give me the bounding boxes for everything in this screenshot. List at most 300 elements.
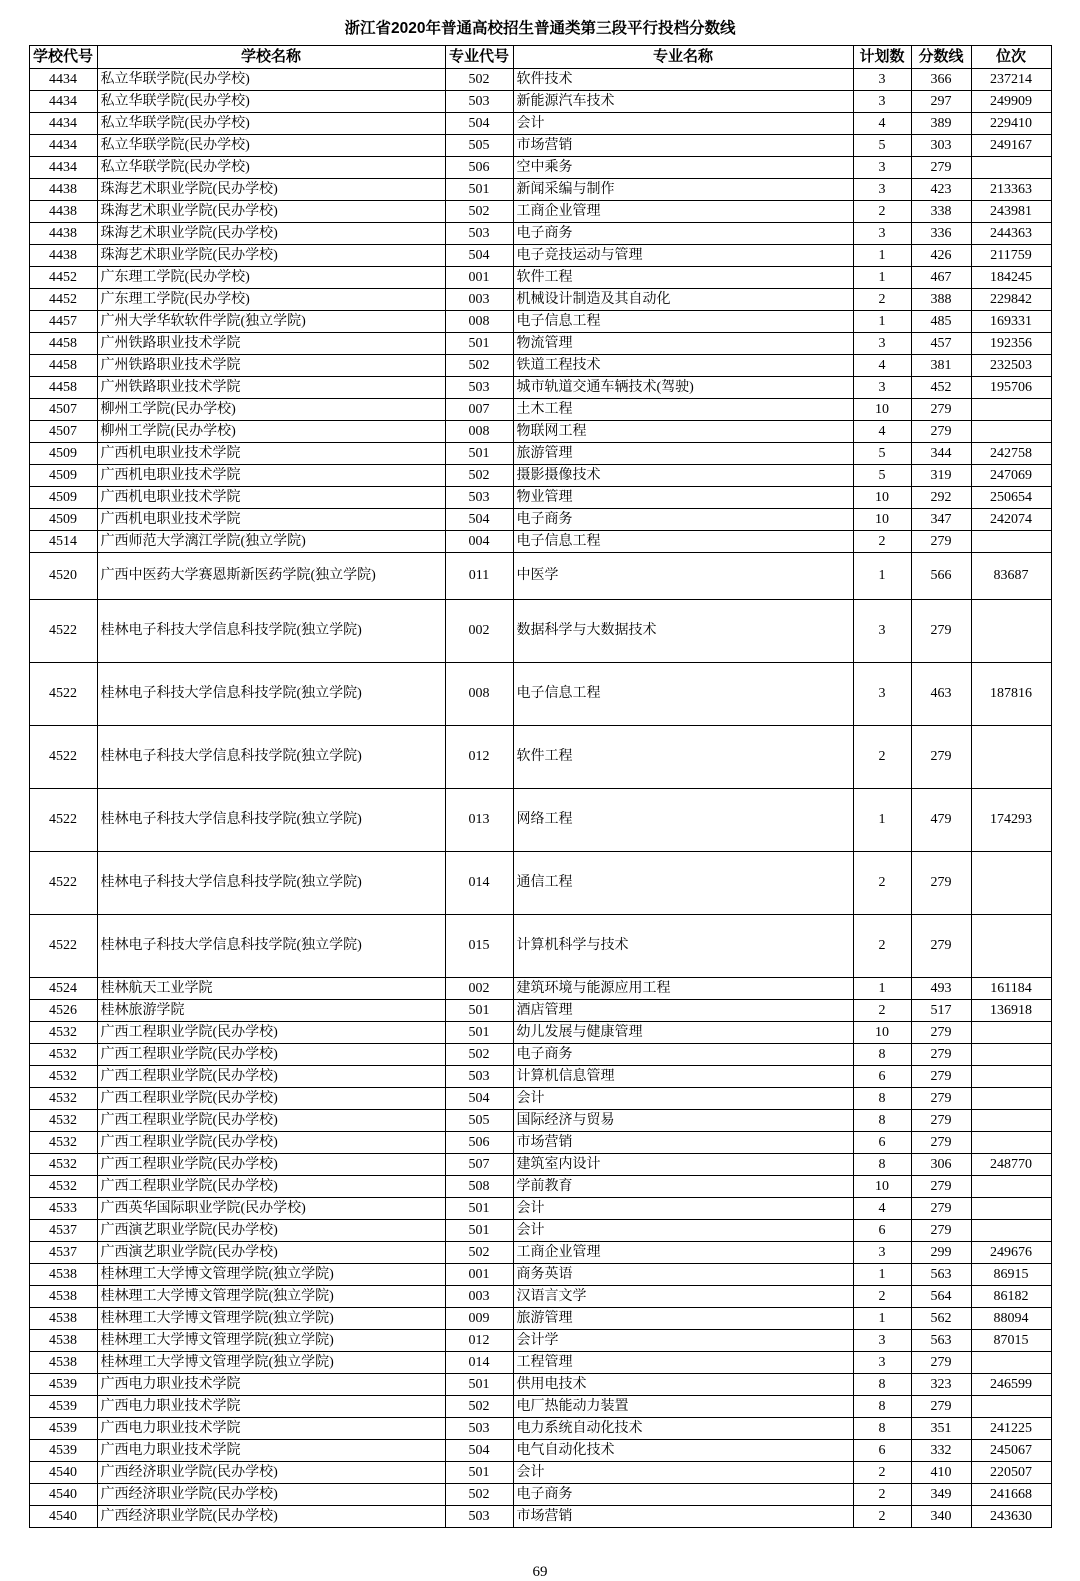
cell-major-code: 501 bbox=[445, 443, 513, 465]
cell-school-name: 广西工程职业学院(民办学校) bbox=[97, 1066, 445, 1088]
cell-rank: 195706 bbox=[971, 377, 1051, 399]
table-row bbox=[29, 1484, 1051, 1506]
cell-score-line: 410 bbox=[911, 1462, 971, 1484]
cell-school-code: 4532 bbox=[29, 1088, 97, 1110]
cell-school-name: 桂林旅游学院 bbox=[97, 1000, 445, 1022]
cell-major-name: 会计 bbox=[513, 1462, 853, 1484]
cell-rank: 86915 bbox=[971, 1264, 1051, 1286]
cell-score-line: 303 bbox=[911, 135, 971, 157]
table-row bbox=[29, 663, 1051, 726]
cell-score-line: 563 bbox=[911, 1330, 971, 1352]
cell-major-name: 软件工程 bbox=[513, 726, 853, 789]
cell-major-code: 014 bbox=[445, 1352, 513, 1374]
table-row bbox=[29, 915, 1051, 978]
table-row bbox=[29, 1132, 1051, 1154]
table-row bbox=[29, 245, 1051, 267]
table-row bbox=[29, 487, 1051, 509]
cell-rank bbox=[971, 852, 1051, 915]
cell-major-name: 网络工程 bbox=[513, 789, 853, 852]
cell-school-code: 4537 bbox=[29, 1242, 97, 1264]
cell-major-name: 数据科学与大数据技术 bbox=[513, 600, 853, 663]
cell-plan-count: 2 bbox=[853, 531, 911, 553]
cell-score-line: 426 bbox=[911, 245, 971, 267]
cell-school-code: 4438 bbox=[29, 223, 97, 245]
cell-major-code: 502 bbox=[445, 1242, 513, 1264]
cell-major-name: 铁道工程技术 bbox=[513, 355, 853, 377]
column-header-plan-count: 计划数 bbox=[853, 46, 911, 69]
cell-major-name: 工商企业管理 bbox=[513, 1242, 853, 1264]
cell-major-code: 011 bbox=[445, 553, 513, 600]
cell-score-line: 349 bbox=[911, 1484, 971, 1506]
cell-major-code: 506 bbox=[445, 157, 513, 179]
cell-score-line: 297 bbox=[911, 91, 971, 113]
table-row bbox=[29, 1044, 1051, 1066]
cell-major-code: 001 bbox=[445, 1264, 513, 1286]
cell-rank: 249676 bbox=[971, 1242, 1051, 1264]
cell-major-name: 软件工程 bbox=[513, 267, 853, 289]
cell-rank: 86182 bbox=[971, 1286, 1051, 1308]
cell-school-code: 4434 bbox=[29, 69, 97, 91]
cell-major-code: 504 bbox=[445, 1088, 513, 1110]
cell-rank: 169331 bbox=[971, 311, 1051, 333]
table-row bbox=[29, 201, 1051, 223]
cell-plan-count: 3 bbox=[853, 377, 911, 399]
cell-score-line: 279 bbox=[911, 600, 971, 663]
cell-major-code: 505 bbox=[445, 1110, 513, 1132]
table-row bbox=[29, 1374, 1051, 1396]
cell-school-name: 柳州工学院(民办学校) bbox=[97, 421, 445, 443]
table-row bbox=[29, 421, 1051, 443]
cell-plan-count: 1 bbox=[853, 245, 911, 267]
table-row bbox=[29, 1022, 1051, 1044]
cell-major-code: 504 bbox=[445, 245, 513, 267]
cell-rank bbox=[971, 1176, 1051, 1198]
cell-plan-count: 3 bbox=[853, 1242, 911, 1264]
cell-school-code: 4538 bbox=[29, 1352, 97, 1374]
cell-score-line: 279 bbox=[911, 1132, 971, 1154]
table-row bbox=[29, 531, 1051, 553]
cell-school-code: 4452 bbox=[29, 289, 97, 311]
cell-rank: 229410 bbox=[971, 113, 1051, 135]
cell-school-name: 桂林航天工业学院 bbox=[97, 978, 445, 1000]
cell-rank: 136918 bbox=[971, 1000, 1051, 1022]
cell-major-name: 电子商务 bbox=[513, 1044, 853, 1066]
cell-school-name: 广东理工学院(民办学校) bbox=[97, 289, 445, 311]
table-row bbox=[29, 267, 1051, 289]
cell-rank: 237214 bbox=[971, 69, 1051, 91]
cell-score-line: 279 bbox=[911, 421, 971, 443]
cell-major-name: 会计学 bbox=[513, 1330, 853, 1352]
cell-rank: 184245 bbox=[971, 267, 1051, 289]
cell-major-code: 012 bbox=[445, 726, 513, 789]
cell-plan-count: 4 bbox=[853, 113, 911, 135]
cell-rank: 232503 bbox=[971, 355, 1051, 377]
cell-major-code: 501 bbox=[445, 1198, 513, 1220]
cell-plan-count: 2 bbox=[853, 1286, 911, 1308]
cell-major-name: 汉语言文学 bbox=[513, 1286, 853, 1308]
cell-school-name: 广西机电职业技术学院 bbox=[97, 487, 445, 509]
table-row bbox=[29, 1352, 1051, 1374]
cell-plan-count: 3 bbox=[853, 179, 911, 201]
cell-score-line: 299 bbox=[911, 1242, 971, 1264]
cell-score-line: 351 bbox=[911, 1418, 971, 1440]
cell-rank: 211759 bbox=[971, 245, 1051, 267]
table-row bbox=[29, 1440, 1051, 1462]
table-row bbox=[29, 289, 1051, 311]
cell-score-line: 338 bbox=[911, 201, 971, 223]
cell-plan-count: 6 bbox=[853, 1220, 911, 1242]
cell-score-line: 279 bbox=[911, 1220, 971, 1242]
column-header-school-code: 学校代号 bbox=[29, 46, 97, 69]
cell-major-code: 503 bbox=[445, 223, 513, 245]
cell-rank: 88094 bbox=[971, 1308, 1051, 1330]
cell-school-code: 4434 bbox=[29, 135, 97, 157]
cell-rank: 242074 bbox=[971, 509, 1051, 531]
cell-major-code: 502 bbox=[445, 1044, 513, 1066]
cell-school-name: 广西经济职业学院(民办学校) bbox=[97, 1506, 445, 1528]
cell-rank: 192356 bbox=[971, 333, 1051, 355]
cell-score-line: 457 bbox=[911, 333, 971, 355]
cell-school-code: 4532 bbox=[29, 1154, 97, 1176]
table-row bbox=[29, 1066, 1051, 1088]
cell-school-name: 广州大学华软软件学院(独立学院) bbox=[97, 311, 445, 333]
cell-major-name: 新能源汽车技术 bbox=[513, 91, 853, 113]
cell-school-code: 4522 bbox=[29, 726, 97, 789]
cell-school-name: 广西工程职业学院(民办学校) bbox=[97, 1110, 445, 1132]
cell-major-code: 503 bbox=[445, 377, 513, 399]
cell-rank: 87015 bbox=[971, 1330, 1051, 1352]
cell-major-code: 503 bbox=[445, 1506, 513, 1528]
cell-plan-count: 3 bbox=[853, 333, 911, 355]
cell-rank: 243981 bbox=[971, 201, 1051, 223]
table-row bbox=[29, 1110, 1051, 1132]
cell-score-line: 452 bbox=[911, 377, 971, 399]
cell-school-name: 桂林电子科技大学信息科技学院(独立学院) bbox=[97, 663, 445, 726]
cell-school-name: 广西电力职业技术学院 bbox=[97, 1374, 445, 1396]
cell-school-code: 4540 bbox=[29, 1462, 97, 1484]
cell-plan-count: 5 bbox=[853, 135, 911, 157]
cell-rank: 244363 bbox=[971, 223, 1051, 245]
cell-school-code: 4522 bbox=[29, 600, 97, 663]
cell-school-name: 广西电力职业技术学院 bbox=[97, 1418, 445, 1440]
cell-plan-count: 10 bbox=[853, 487, 911, 509]
cell-major-name: 市场营销 bbox=[513, 135, 853, 157]
table-row bbox=[29, 1176, 1051, 1198]
cell-school-name: 广西电力职业技术学院 bbox=[97, 1440, 445, 1462]
cell-major-code: 502 bbox=[445, 355, 513, 377]
cell-rank bbox=[971, 421, 1051, 443]
table-row bbox=[29, 1462, 1051, 1484]
cell-school-name: 广西经济职业学院(民办学校) bbox=[97, 1462, 445, 1484]
cell-school-code: 4522 bbox=[29, 663, 97, 726]
cell-major-name: 电子信息工程 bbox=[513, 663, 853, 726]
cell-school-code: 4526 bbox=[29, 1000, 97, 1022]
cell-score-line: 336 bbox=[911, 223, 971, 245]
cell-score-line: 319 bbox=[911, 465, 971, 487]
cell-school-code: 4434 bbox=[29, 113, 97, 135]
cell-major-code: 501 bbox=[445, 1000, 513, 1022]
cell-score-line: 279 bbox=[911, 531, 971, 553]
cell-school-name: 私立华联学院(民办学校) bbox=[97, 69, 445, 91]
cell-rank bbox=[971, 600, 1051, 663]
cell-school-name: 广西电力职业技术学院 bbox=[97, 1396, 445, 1418]
cell-major-code: 508 bbox=[445, 1176, 513, 1198]
cell-school-code: 4540 bbox=[29, 1506, 97, 1528]
cell-school-code: 4538 bbox=[29, 1308, 97, 1330]
cell-school-name: 广西工程职业学院(民办学校) bbox=[97, 1088, 445, 1110]
table-body bbox=[29, 69, 1051, 1528]
cell-plan-count: 8 bbox=[853, 1154, 911, 1176]
cell-plan-count: 8 bbox=[853, 1396, 911, 1418]
table-row bbox=[29, 223, 1051, 245]
cell-major-name: 物业管理 bbox=[513, 487, 853, 509]
cell-school-code: 4539 bbox=[29, 1440, 97, 1462]
cell-plan-count: 6 bbox=[853, 1132, 911, 1154]
cell-school-name: 珠海艺术职业学院(民办学校) bbox=[97, 201, 445, 223]
cell-rank: 241668 bbox=[971, 1484, 1051, 1506]
cell-school-code: 4507 bbox=[29, 421, 97, 443]
cell-school-code: 4438 bbox=[29, 201, 97, 223]
table-row bbox=[29, 1418, 1051, 1440]
cell-school-name: 珠海艺术职业学院(民办学校) bbox=[97, 245, 445, 267]
cell-major-name: 工商企业管理 bbox=[513, 201, 853, 223]
cell-score-line: 279 bbox=[911, 157, 971, 179]
cell-school-code: 4458 bbox=[29, 355, 97, 377]
cell-major-name: 商务英语 bbox=[513, 1264, 853, 1286]
table-row bbox=[29, 399, 1051, 421]
cell-plan-count: 10 bbox=[853, 1176, 911, 1198]
cell-rank: 246599 bbox=[971, 1374, 1051, 1396]
table-row bbox=[29, 91, 1051, 113]
cell-plan-count: 8 bbox=[853, 1044, 911, 1066]
table-row bbox=[29, 311, 1051, 333]
cell-rank: 242758 bbox=[971, 443, 1051, 465]
cell-score-line: 562 bbox=[911, 1308, 971, 1330]
cell-score-line: 292 bbox=[911, 487, 971, 509]
cell-rank bbox=[971, 1110, 1051, 1132]
cell-major-name: 会计 bbox=[513, 113, 853, 135]
cell-score-line: 306 bbox=[911, 1154, 971, 1176]
table-row bbox=[29, 333, 1051, 355]
cell-rank: 249909 bbox=[971, 91, 1051, 113]
cell-school-code: 4434 bbox=[29, 91, 97, 113]
cell-plan-count: 2 bbox=[853, 915, 911, 978]
cell-major-name: 建筑环境与能源应用工程 bbox=[513, 978, 853, 1000]
cell-major-name: 市场营销 bbox=[513, 1132, 853, 1154]
cell-major-name: 会计 bbox=[513, 1220, 853, 1242]
cell-school-name: 桂林理工大学博文管理学院(独立学院) bbox=[97, 1330, 445, 1352]
cell-school-name: 广东理工学院(民办学校) bbox=[97, 267, 445, 289]
cell-school-name: 广西机电职业技术学院 bbox=[97, 509, 445, 531]
cell-major-code: 501 bbox=[445, 1220, 513, 1242]
cell-school-code: 4538 bbox=[29, 1330, 97, 1352]
cell-plan-count: 10 bbox=[853, 1022, 911, 1044]
cell-score-line: 279 bbox=[911, 915, 971, 978]
cell-major-code: 502 bbox=[445, 1396, 513, 1418]
cell-major-name: 计算机信息管理 bbox=[513, 1066, 853, 1088]
cell-school-name: 广州铁路职业技术学院 bbox=[97, 377, 445, 399]
table-row bbox=[29, 69, 1051, 91]
cell-school-name: 广西工程职业学院(民办学校) bbox=[97, 1154, 445, 1176]
cell-major-code: 504 bbox=[445, 113, 513, 135]
cell-plan-count: 8 bbox=[853, 1374, 911, 1396]
cell-school-code: 4532 bbox=[29, 1132, 97, 1154]
table-row bbox=[29, 1220, 1051, 1242]
cell-major-name: 空中乘务 bbox=[513, 157, 853, 179]
table-row bbox=[29, 1242, 1051, 1264]
cell-rank: 245067 bbox=[971, 1440, 1051, 1462]
cell-major-code: 014 bbox=[445, 852, 513, 915]
cell-school-name: 私立华联学院(民办学校) bbox=[97, 113, 445, 135]
cell-school-code: 4509 bbox=[29, 443, 97, 465]
cell-major-code: 502 bbox=[445, 69, 513, 91]
cell-major-name: 电力系统自动化技术 bbox=[513, 1418, 853, 1440]
cell-plan-count: 2 bbox=[853, 1484, 911, 1506]
cell-plan-count: 1 bbox=[853, 789, 911, 852]
cell-plan-count: 3 bbox=[853, 223, 911, 245]
cell-school-name: 桂林理工大学博文管理学院(独立学院) bbox=[97, 1352, 445, 1374]
table-row bbox=[29, 377, 1051, 399]
cell-score-line: 279 bbox=[911, 1198, 971, 1220]
cell-rank: 247069 bbox=[971, 465, 1051, 487]
cell-major-name: 电子商务 bbox=[513, 223, 853, 245]
cell-major-name: 供用电技术 bbox=[513, 1374, 853, 1396]
cell-rank: 250654 bbox=[971, 487, 1051, 509]
cell-score-line: 279 bbox=[911, 726, 971, 789]
cell-score-line: 279 bbox=[911, 1066, 971, 1088]
cell-major-code: 503 bbox=[445, 487, 513, 509]
cell-score-line: 517 bbox=[911, 1000, 971, 1022]
table-row bbox=[29, 1000, 1051, 1022]
cell-plan-count: 2 bbox=[853, 1000, 911, 1022]
cell-score-line: 323 bbox=[911, 1374, 971, 1396]
table-row bbox=[29, 179, 1051, 201]
cell-major-name: 城市轨道交通车辆技术(驾驶) bbox=[513, 377, 853, 399]
table-row bbox=[29, 1286, 1051, 1308]
cell-major-code: 002 bbox=[445, 978, 513, 1000]
cell-school-name: 珠海艺术职业学院(民办学校) bbox=[97, 223, 445, 245]
cell-school-code: 4514 bbox=[29, 531, 97, 553]
cell-rank bbox=[971, 1220, 1051, 1242]
cell-rank: 161184 bbox=[971, 978, 1051, 1000]
table-row bbox=[29, 600, 1051, 663]
cell-school-code: 4538 bbox=[29, 1286, 97, 1308]
cell-plan-count: 10 bbox=[853, 399, 911, 421]
cell-major-name: 中医学 bbox=[513, 553, 853, 600]
cell-score-line: 493 bbox=[911, 978, 971, 1000]
page-number: 69 bbox=[532, 1564, 548, 1581]
cell-score-line: 279 bbox=[911, 1110, 971, 1132]
cell-major-code: 503 bbox=[445, 91, 513, 113]
cell-plan-count: 3 bbox=[853, 1352, 911, 1374]
cell-score-line: 389 bbox=[911, 113, 971, 135]
cell-major-name: 计算机科学与技术 bbox=[513, 915, 853, 978]
cell-plan-count: 3 bbox=[853, 157, 911, 179]
cell-plan-count: 5 bbox=[853, 443, 911, 465]
cell-major-name: 学前教育 bbox=[513, 1176, 853, 1198]
table-row bbox=[29, 465, 1051, 487]
cell-rank bbox=[971, 157, 1051, 179]
cell-major-name: 国际经济与贸易 bbox=[513, 1110, 853, 1132]
cell-score-line: 340 bbox=[911, 1506, 971, 1528]
cell-score-line: 566 bbox=[911, 553, 971, 600]
cell-score-line: 279 bbox=[911, 399, 971, 421]
cell-school-name: 桂林电子科技大学信息科技学院(独立学院) bbox=[97, 789, 445, 852]
cell-rank: 248770 bbox=[971, 1154, 1051, 1176]
column-header-major-code: 专业代号 bbox=[445, 46, 513, 69]
cell-major-name: 软件技术 bbox=[513, 69, 853, 91]
cell-score-line: 279 bbox=[911, 1352, 971, 1374]
cell-school-code: 4539 bbox=[29, 1418, 97, 1440]
cell-rank bbox=[971, 726, 1051, 789]
cell-rank: 243630 bbox=[971, 1506, 1051, 1528]
cell-school-code: 4438 bbox=[29, 245, 97, 267]
cell-school-name: 广西工程职业学院(民办学校) bbox=[97, 1044, 445, 1066]
cell-plan-count: 2 bbox=[853, 1462, 911, 1484]
cell-school-code: 4524 bbox=[29, 978, 97, 1000]
cell-major-name: 物联网工程 bbox=[513, 421, 853, 443]
cell-school-name: 桂林电子科技大学信息科技学院(独立学院) bbox=[97, 915, 445, 978]
cell-school-name: 广西工程职业学院(民办学校) bbox=[97, 1132, 445, 1154]
table-row bbox=[29, 1396, 1051, 1418]
cell-score-line: 467 bbox=[911, 267, 971, 289]
table-row bbox=[29, 978, 1051, 1000]
cell-score-line: 279 bbox=[911, 1088, 971, 1110]
table-row bbox=[29, 789, 1051, 852]
cell-score-line: 347 bbox=[911, 509, 971, 531]
cell-major-code: 503 bbox=[445, 1418, 513, 1440]
cell-major-code: 007 bbox=[445, 399, 513, 421]
cell-major-code: 502 bbox=[445, 465, 513, 487]
cell-school-name: 桂林电子科技大学信息科技学院(独立学院) bbox=[97, 852, 445, 915]
cell-rank: 187816 bbox=[971, 663, 1051, 726]
cell-school-code: 4509 bbox=[29, 465, 97, 487]
cell-school-code: 4438 bbox=[29, 179, 97, 201]
cell-major-code: 501 bbox=[445, 1374, 513, 1396]
cell-school-code: 4532 bbox=[29, 1176, 97, 1198]
cell-plan-count: 5 bbox=[853, 465, 911, 487]
cell-score-line: 563 bbox=[911, 1264, 971, 1286]
cell-rank: 249167 bbox=[971, 135, 1051, 157]
cell-rank: 83687 bbox=[971, 553, 1051, 600]
table-row bbox=[29, 443, 1051, 465]
cell-plan-count: 8 bbox=[853, 1418, 911, 1440]
cell-school-code: 4522 bbox=[29, 915, 97, 978]
cell-major-name: 通信工程 bbox=[513, 852, 853, 915]
cell-major-code: 502 bbox=[445, 201, 513, 223]
table-row bbox=[29, 1506, 1051, 1528]
table-row bbox=[29, 553, 1051, 600]
cell-plan-count: 8 bbox=[853, 1088, 911, 1110]
cell-school-code: 4539 bbox=[29, 1374, 97, 1396]
cell-school-code: 4538 bbox=[29, 1264, 97, 1286]
cell-school-code: 4532 bbox=[29, 1022, 97, 1044]
cell-major-code: 008 bbox=[445, 311, 513, 333]
cell-major-code: 003 bbox=[445, 289, 513, 311]
cell-school-code: 4539 bbox=[29, 1396, 97, 1418]
cell-school-code: 4532 bbox=[29, 1110, 97, 1132]
column-header-major-name: 专业名称 bbox=[513, 46, 853, 69]
cell-major-name: 旅游管理 bbox=[513, 443, 853, 465]
cell-major-code: 501 bbox=[445, 333, 513, 355]
cell-school-code: 4452 bbox=[29, 267, 97, 289]
cell-school-code: 4537 bbox=[29, 1220, 97, 1242]
table-header bbox=[29, 46, 1051, 69]
cell-major-name: 电子信息工程 bbox=[513, 531, 853, 553]
cell-school-code: 4457 bbox=[29, 311, 97, 333]
cell-major-code: 003 bbox=[445, 1286, 513, 1308]
cell-school-code: 4458 bbox=[29, 333, 97, 355]
